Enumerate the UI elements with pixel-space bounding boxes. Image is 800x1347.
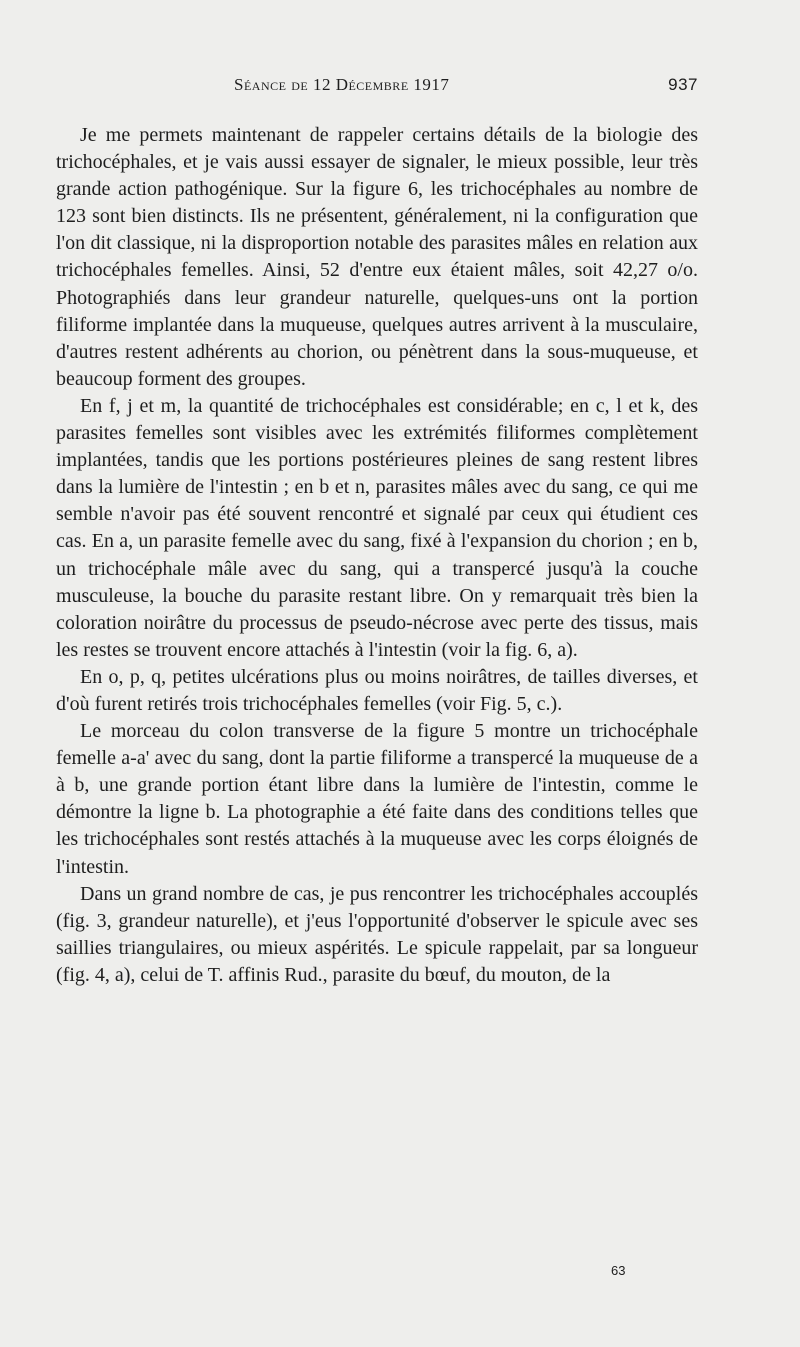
body-text	[56, 122, 698, 989]
paragraph: Je me permets maintenant de rappeler certains détails de la biologie des trichocéphales, et je vais aussi essayer de signaler, le mieux possible, leur très grande action pathogénique. Sur la figure 6, les trichocéphales au nombre de 123 sont bien distincts. Ils ne présentent, généralement, ni la configuration que l'on dit classique, ni la disproportion notable des parasites mâles en relation aux trichocéphales femelles. Ainsi, 52 d'entre eux étaient mâles, soit 42,27 o/o. Photographiés dans leur grandeur naturelle, quelques-uns ont la portion filiforme implantée dans la muqueuse, quelques autres arrivent à la musculaire, d'autres restent adhérents au chorion, ou pénètrent dans la sous-muqueuse, et beaucoup forment des groupes.	[56, 124, 698, 390]
document-page	[56, 72, 698, 989]
paragraph: Le morceau du colon transverse de la figure 5 montre un trichocéphale femelle a-a' avec du sang, dont la partie filiforme a transpercé la muqueuse de a à b, une grande portion étant libre dans la lumière de l'intestin, comme le démontre la ligne b. La photographie a été faite dans des conditions telles que les trichocéphales sont restés attachés à la muqueuse avec les corps éloignés de l'intestin.	[56, 720, 698, 878]
running-title: Séance de 12 Décembre 1917	[234, 75, 450, 94]
paragraph: En o, p, q, petites ulcérations plus ou moins noirâtres, de tailles diverses, et d'où furent retirés trois trichocéphales femelles (voir Fig. 5, c.).	[56, 665, 698, 715]
page-number: 937	[668, 75, 698, 94]
paragraph: Dans un grand nombre de cas, je pus rencontrer les trichocéphales accouplés (fig. 3, grandeur naturelle), et j'eus l'opportunité d'observer le spicule avec ses saillies triangulaires, ou mieux aspérités. Le spicule rappelait, par sa longueur (fig. 4, a), celui de T. affinis Rud., parasite du bœuf, du mouton, de la	[56, 882, 698, 986]
running-header	[56, 72, 698, 102]
signature-mark: 63	[611, 1263, 626, 1278]
paragraph: En f, j et m, la quantité de trichocéphales est considérable; en c, l et k, des parasites femelles sont visibles avec les extrémités filiformes complètement implantées, tandis que les portions postérieures pleines de sang restent libres dans la lumière de l'intestin ; en b et n, parasites mâles avec du sang, ce qui me semble n'avoir pas été souvent rencontré et signalé par ceux qui étudient ces cas. En a, un parasite femelle avec du sang, fixé à l'expansion du chorion ; en b, un trichocéphale mâle avec du sang, qui a transpercé jusqu'à la couche musculeuse, la bouche du parasite restant libre. On y remarquait très bien la coloration noirâtre du processus de pseudo-nécrose avec perte des tissus, mais les restes se trouvent encore attachés à l'intestin (voir la fig. 6, a).	[56, 394, 698, 661]
